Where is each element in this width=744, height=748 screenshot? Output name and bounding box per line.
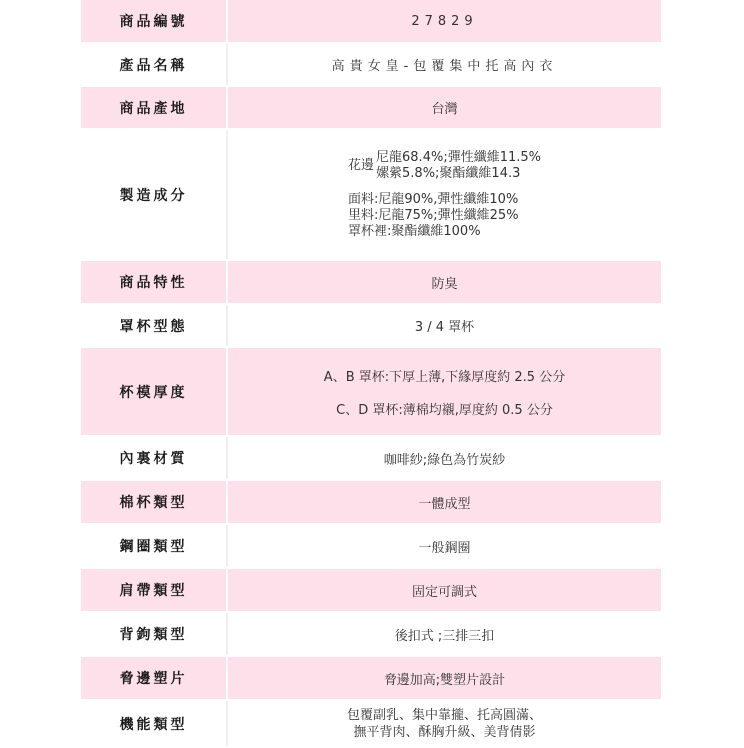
spec-label: 罩杯型態 bbox=[119, 318, 188, 335]
spec-label: 製造成分 bbox=[119, 187, 188, 204]
spec-label: 鋼圈類型 bbox=[119, 539, 188, 555]
spec-label: 肩帶類型 bbox=[119, 583, 188, 599]
composition-line: 里料:尼龍75%;彈性纖維25% bbox=[348, 207, 519, 223]
spec-row-product-name bbox=[81, 44, 661, 87]
lace-label: 花邊 bbox=[348, 157, 375, 173]
spec-label: 背鉤類型 bbox=[119, 627, 188, 643]
spec-label: 商品編號 bbox=[119, 14, 188, 30]
spec-value: 固定可調式 bbox=[411, 584, 477, 600]
spec-value-composition bbox=[228, 130, 661, 259]
spec-label: 商品特性 bbox=[119, 275, 188, 291]
spec-value: 一般鋼圈 bbox=[418, 540, 471, 556]
thickness-line: C、D 罩杯:薄棉均襯,厚度約 0.5 公分 bbox=[336, 402, 553, 418]
spec-row-composition bbox=[81, 130, 661, 261]
spec-row-side-panel bbox=[81, 657, 661, 701]
spec-row-feature bbox=[81, 261, 661, 305]
thickness-line: A、B 罩杯:下厚上薄,下緣厚度約 2.5 公分 bbox=[323, 369, 566, 385]
spec-label: 脅邊塑片 bbox=[119, 671, 188, 687]
spec-value: 3 / 4 罩杯 bbox=[414, 320, 475, 335]
lace-line: 尼龍68.4%;彈性纖維11.5% bbox=[376, 149, 541, 165]
spec-row-lining bbox=[81, 437, 661, 481]
spec-value: 咖啡紗;綠色為竹炭紗 bbox=[383, 452, 506, 468]
spec-label: 產品名稱 bbox=[119, 57, 188, 74]
spec-value-thickness bbox=[228, 348, 661, 435]
spec-row-origin bbox=[81, 87, 661, 130]
spec-value: 台灣 bbox=[431, 102, 458, 117]
spec-label: 杯模厚度 bbox=[119, 384, 188, 401]
spec-row-function bbox=[81, 701, 661, 748]
spec-value: 脅邊加高;雙塑片設計 bbox=[383, 672, 506, 688]
spec-value-function bbox=[228, 701, 661, 746]
function-line: 撫平背肉、酥胸升級、美背倩影 bbox=[353, 724, 536, 740]
composition-line: 面料:尼龍90%,彈性纖維10% bbox=[348, 191, 519, 207]
spec-label: 商品產地 bbox=[119, 100, 188, 117]
product-spec-table bbox=[81, 0, 661, 748]
composition-block bbox=[348, 150, 541, 240]
spec-row-product-number bbox=[81, 0, 661, 44]
spec-row-strap bbox=[81, 569, 661, 613]
composition-line: 罩杯裡:聚酯纖維100% bbox=[348, 223, 481, 239]
function-block bbox=[347, 707, 542, 741]
lace-composition bbox=[348, 150, 541, 182]
lace-lines bbox=[376, 150, 541, 182]
thickness-block bbox=[324, 366, 565, 418]
spec-row-cup-type bbox=[81, 481, 661, 525]
spec-label: 內裏材質 bbox=[119, 451, 188, 467]
spec-label: 機能類型 bbox=[119, 716, 188, 733]
spec-value: 一體成型 bbox=[418, 496, 471, 512]
spec-row-cup-thickness bbox=[81, 348, 661, 437]
spec-value: 高貴女皇-包覆集中托高內衣 bbox=[331, 59, 558, 74]
function-line: 包覆副乳、集中靠攏、托高圓滿、 bbox=[346, 707, 542, 723]
spec-value: 防臭 bbox=[431, 276, 458, 292]
spec-row-back-hook bbox=[81, 613, 661, 657]
spec-row-underwire bbox=[81, 525, 661, 569]
spec-value: 後扣式 ;三排三扣 bbox=[394, 628, 495, 644]
lace-line: 嫘縈5.8%;聚酯纖維14.3 bbox=[376, 165, 521, 181]
spec-value: 27829 bbox=[411, 13, 478, 29]
spec-row-cup-shape bbox=[81, 305, 661, 348]
spec-label: 棉杯類型 bbox=[119, 495, 188, 511]
